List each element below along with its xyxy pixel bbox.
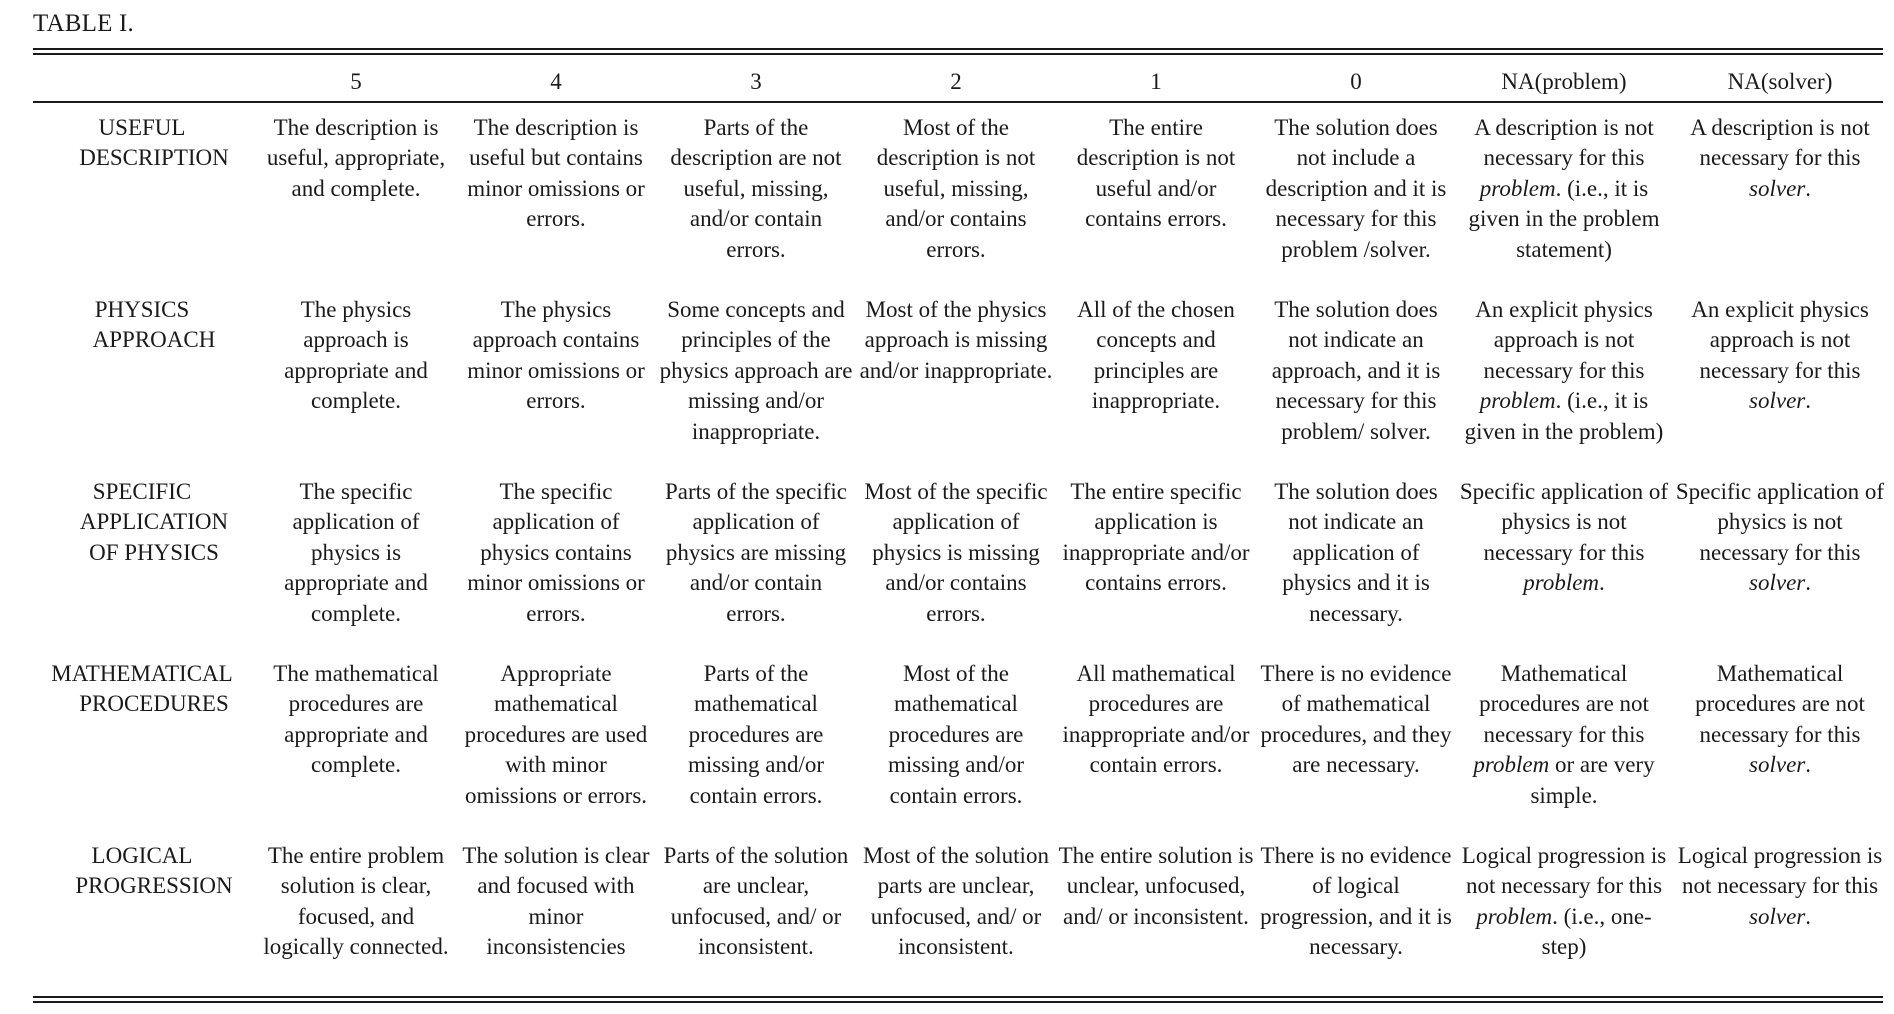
table-cell: The entire specific application is inappropriate and/or contains errors. bbox=[1062, 479, 1250, 596]
table-cell: The solution does not indicate an application of physics and it is necessary. bbox=[1274, 479, 1438, 626]
table-cell: Specific application of physics is not necessary for this problem. bbox=[1459, 479, 1669, 596]
table-cell: Logical progression is not necessary for this solver. bbox=[1677, 843, 1883, 929]
table-cell: All mathematical procedures are inappropriate and/or contain errors. bbox=[1062, 661, 1250, 778]
column-header: NA(solver) bbox=[1727, 69, 1833, 95]
table-row bbox=[28, 105, 1888, 295]
top-rule-inner bbox=[33, 53, 1883, 55]
column-header: 0 bbox=[1350, 69, 1362, 95]
criterion-label: MATHEMATICAL PROCEDURES bbox=[51, 661, 233, 717]
table-cell: A description is not necessary for this solver. bbox=[1690, 115, 1870, 201]
top-rule bbox=[33, 48, 1883, 50]
table-cell: The entire description is not useful and/or contains errors. bbox=[1076, 115, 1236, 232]
table-cell: An explicit physics approach is not necessary for this problem. (i.e., it is given in the problem) bbox=[1464, 297, 1664, 444]
table-cell: All of the chosen concepts and principles are inappropriate. bbox=[1077, 297, 1235, 414]
table-cell: Parts of the solution are unclear, unfocused, and/ or inconsistent. bbox=[663, 843, 849, 960]
table-cell: An explicit physics approach is not necessary for this solver. bbox=[1691, 297, 1869, 414]
table-cell: The specific application of physics contains minor omissions or errors. bbox=[467, 479, 645, 626]
column-header: 3 bbox=[750, 69, 762, 95]
column-header: 1 bbox=[1150, 69, 1162, 95]
table-cell: Most of the specific application of physics is missing and/or contains errors. bbox=[864, 479, 1048, 626]
table-cell: The description is useful, appropriate, and complete. bbox=[266, 115, 446, 201]
table-cell: Mathematical procedures are not necessary for this problem or are very simple. bbox=[1473, 661, 1655, 808]
table-cell: The physics approach is appropriate and complete. bbox=[284, 297, 428, 414]
table-cell: The entire problem solution is clear, focused, and logically connected. bbox=[263, 843, 449, 960]
table-cell: Parts of the description are not useful, missing, and/or contain errors. bbox=[670, 115, 842, 262]
criterion-label: PHYSICS APPROACH bbox=[92, 297, 216, 353]
criterion-label: USEFUL DESCRIPTION bbox=[79, 115, 229, 171]
table-cell: The physics approach contains minor omissions or errors. bbox=[467, 297, 645, 414]
table-cell: Most of the solution parts are unclear, unfocused, and/ or inconsistent. bbox=[863, 843, 1049, 960]
column-header: 4 bbox=[550, 69, 562, 95]
table-cell: Logical progression is not necessary for this problem. (i.e., one-step) bbox=[1461, 843, 1667, 960]
column-header: 2 bbox=[950, 69, 962, 95]
table-cell: Parts of the mathematical procedures are missing and/or contain errors. bbox=[687, 661, 825, 808]
table-cell: The entire solution is unclear, unfocused, and/ or inconsistent. bbox=[1058, 843, 1254, 929]
column-header: 5 bbox=[350, 69, 362, 95]
rubric-table bbox=[28, 58, 1888, 991]
table-cell: The description is useful but contains minor omissions or errors. bbox=[467, 115, 645, 232]
table-cell: The solution does not include a description and it is necessary for this problem /solver. bbox=[1265, 115, 1447, 262]
bottom-rule bbox=[33, 996, 1883, 998]
table-cell: The specific application of physics is appropriate and complete. bbox=[284, 479, 428, 626]
table-caption: TABLE I. bbox=[33, 10, 134, 37]
table-cell: Most of the mathematical procedures are missing and/or contain errors. bbox=[887, 661, 1025, 808]
table-cell: Mathematical procedures are not necessary for this solver. bbox=[1695, 661, 1865, 778]
header-row bbox=[28, 58, 1888, 105]
table-cell: Most of the description is not useful, missing, and/or contains errors. bbox=[876, 115, 1036, 262]
criterion-label: LOGICAL PROGRESSION bbox=[75, 843, 233, 899]
table-row bbox=[28, 659, 1888, 841]
table-cell: Parts of the specific application of physics are missing and/or contain errors. bbox=[664, 479, 848, 626]
table-cell: There is no evidence of mathematical procedures, and they are necessary. bbox=[1260, 661, 1452, 778]
table-cell: Most of the physics approach is missing and/or inappropriate. bbox=[859, 297, 1053, 383]
bottom-rule-outer bbox=[33, 1001, 1883, 1003]
table-cell: A description is not necessary for this problem. (i.e., it is given in the problem statement) bbox=[1468, 115, 1660, 262]
criterion-label: SPECIFIC APPLICATION OF PHYSICS bbox=[79, 479, 229, 565]
table-cell: Some concepts and principles of the physics approach are missing and/or inappropriate. bbox=[659, 297, 853, 444]
header-corner bbox=[28, 58, 256, 105]
table-row bbox=[28, 477, 1888, 659]
table-cell: Specific application of physics is not necessary for this solver. bbox=[1675, 479, 1885, 596]
table-cell: The solution is clear and focused with minor inconsistencies bbox=[462, 843, 650, 960]
table-cell: Appropriate mathematical procedures are used with minor omissions or errors. bbox=[464, 661, 648, 808]
column-header: NA(problem) bbox=[1501, 69, 1627, 95]
table-cell: The solution does not indicate an approach, and it is necessary for this problem/ solver. bbox=[1271, 297, 1441, 444]
table-cell: There is no evidence of logical progression, and it is necessary. bbox=[1260, 843, 1452, 960]
table-row bbox=[28, 295, 1888, 477]
table-cell: The mathematical procedures are appropriate and complete. bbox=[273, 661, 439, 778]
table-row bbox=[28, 841, 1888, 991]
